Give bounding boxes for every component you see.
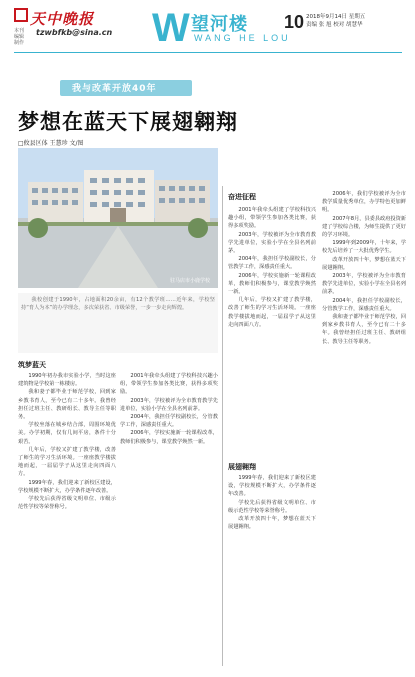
column-3: [322, 190, 406, 670]
editor-line: 本刊: [14, 28, 25, 34]
school-building-illustration: [18, 148, 218, 288]
section-title: 望河楼: [191, 14, 248, 35]
editor-line: 制作: [14, 40, 25, 46]
paragraph: 2003年，学校被评为全市教育教学先进单位，实验小学在全县名列前茅。: [228, 231, 316, 255]
paragraph: 2006年，学校实施新一轮课程改革，教师们积极参与，课堂教学焕然一新。: [120, 430, 218, 445]
paragraph: 我和妻子都毕业于师范学校，回到家乡教书育人，至今已有二十多年。我曾经担任过班主任、教研组长、教导主任等职务。: [18, 389, 116, 421]
article-byline: □攸县区体 王慧珍 文/图: [18, 140, 84, 147]
subheading-soar: 展翅翱翔: [228, 463, 256, 471]
column-divider: [222, 186, 223, 666]
newspaper-logo: 天中晚报: [30, 10, 95, 28]
paragraph: 2001年我牵头组建了学校科技兴趣小组，带领学生参加各类比赛，获得多项奖励。: [120, 373, 218, 396]
paragraph: 学校坐落在城乡结合部，周围环境优美。办学初期，仅有几间平房，条件十分艰苦。: [18, 422, 116, 445]
school-photo: [18, 148, 218, 288]
paragraph: 2007年8月，县委县政府投资新建了学校综合楼，为师生提供了更好的学习环境。: [322, 215, 406, 239]
paragraph: 改革开放四十年，梦想在蓝天下展翅翱翔。: [228, 516, 316, 531]
header-rule: [14, 52, 402, 53]
paragraph: 改革开放四十年，梦想在蓝天下展翅翱翔。: [322, 256, 406, 271]
topic-banner-text: 我与改革开放40年: [72, 84, 157, 94]
subheading-progress: 奋进征程: [228, 193, 256, 201]
paragraph: 我和妻子都毕业于师范学校，回到家乡教书育人，至今已有二十多年。我曾经担任过班主任、教研组长、教导主任等职务。: [322, 314, 406, 345]
paragraph: 1990年初办我市实验小学，当时这座建筑物是学校第一栋楼房。: [18, 373, 116, 388]
paragraph: 几年后，学校又扩建了教学楼，改善了师生的学习生活环境。一座座教学楼拔地而起，一届届学子从这里走向四面八方。: [228, 297, 316, 328]
date-text: 2018年9月14日 星期五: [306, 14, 366, 20]
article-headline: 梦想在蓝天下展翅翱翔: [18, 110, 238, 134]
photo-note: [18, 293, 218, 353]
section-title-en: WANG HE LOU: [194, 33, 291, 43]
paragraph: 2001年我牵头组建了学校科技兴趣小组，带领学生参加各类比赛，获得多项奖励。: [228, 207, 316, 230]
editor-credit: 责编 张 旭 校对 胡慧华: [306, 22, 363, 28]
paragraph: 2003年，学校被评为全市教育教学先进单位，实验小学在全县名列前茅。: [322, 273, 406, 296]
column-1: [18, 372, 116, 672]
paragraph: 几年后，学校又扩建了教学楼，改善了师生的学习生活环境。一座座教学楼拔地而起，一届届学子从这里走向四面八方。: [18, 446, 116, 478]
column-1b: [120, 372, 218, 672]
site-url[interactable]: tzwbfkb@sina.cn: [36, 28, 113, 37]
paragraph: 1999年春，我们迎来了新校区建设，学校规模不断扩大，办学条件逐年改善。: [18, 479, 116, 494]
section-letter: W: [152, 6, 190, 50]
photo-caption: 驻马店市小鹿学校: [170, 278, 211, 284]
photo-note-text: 我校创建于1990年，占地面积20余亩，有12个教学班……近年来，学校坚持“育人为本”的办学理念，多次荣获省、市级荣誉，一步一步走向辉煌。: [21, 297, 215, 312]
subheading-dream: 筑梦蓝天: [18, 361, 46, 369]
paragraph: 2006年，我们学校被评为全市教学质量优秀单位，办学特色更加鲜明。: [322, 191, 406, 214]
editor-line: 编辑: [14, 34, 25, 40]
paragraph: 2003年，学校被评为全市教育教学先进单位，实验小学在全县名列前茅。: [120, 397, 218, 412]
paragraph: 1999年到2009年，十年来，学校先后培养了一大批优秀学生。: [322, 240, 406, 255]
column-2: [228, 206, 316, 456]
paragraph: 学校先后获得省级文明单位、市级示范性学校等荣誉称号。: [228, 499, 316, 514]
editor-lines: [14, 28, 38, 46]
paragraph: 2004年，我担任学校副校长，分管教学工作，深感责任重大。: [120, 414, 218, 429]
paragraph: 学校先后获得省级文明单位、市级示范性学校等荣誉称号。: [18, 496, 116, 511]
paragraph: 2004年，我担任学校副校长，分管教学工作，深感责任重大。: [228, 256, 316, 271]
column-2b: [228, 474, 316, 670]
paragraph: 2004年，我担任学校副校长，分管教学工作，深感责任重大。: [322, 297, 406, 312]
masthead: [0, 0, 415, 78]
logo-mark: [14, 8, 28, 22]
page-number: 10: [284, 12, 305, 32]
paragraph: 1999年春，我们迎来了新校区建设，学校规模不断扩大，办学条件逐年改善。: [228, 475, 316, 498]
paragraph: 2006年，学校实施新一轮课程改革，教师们积极参与，课堂教学焕然一新。: [228, 272, 316, 296]
date-line: [306, 13, 365, 29]
